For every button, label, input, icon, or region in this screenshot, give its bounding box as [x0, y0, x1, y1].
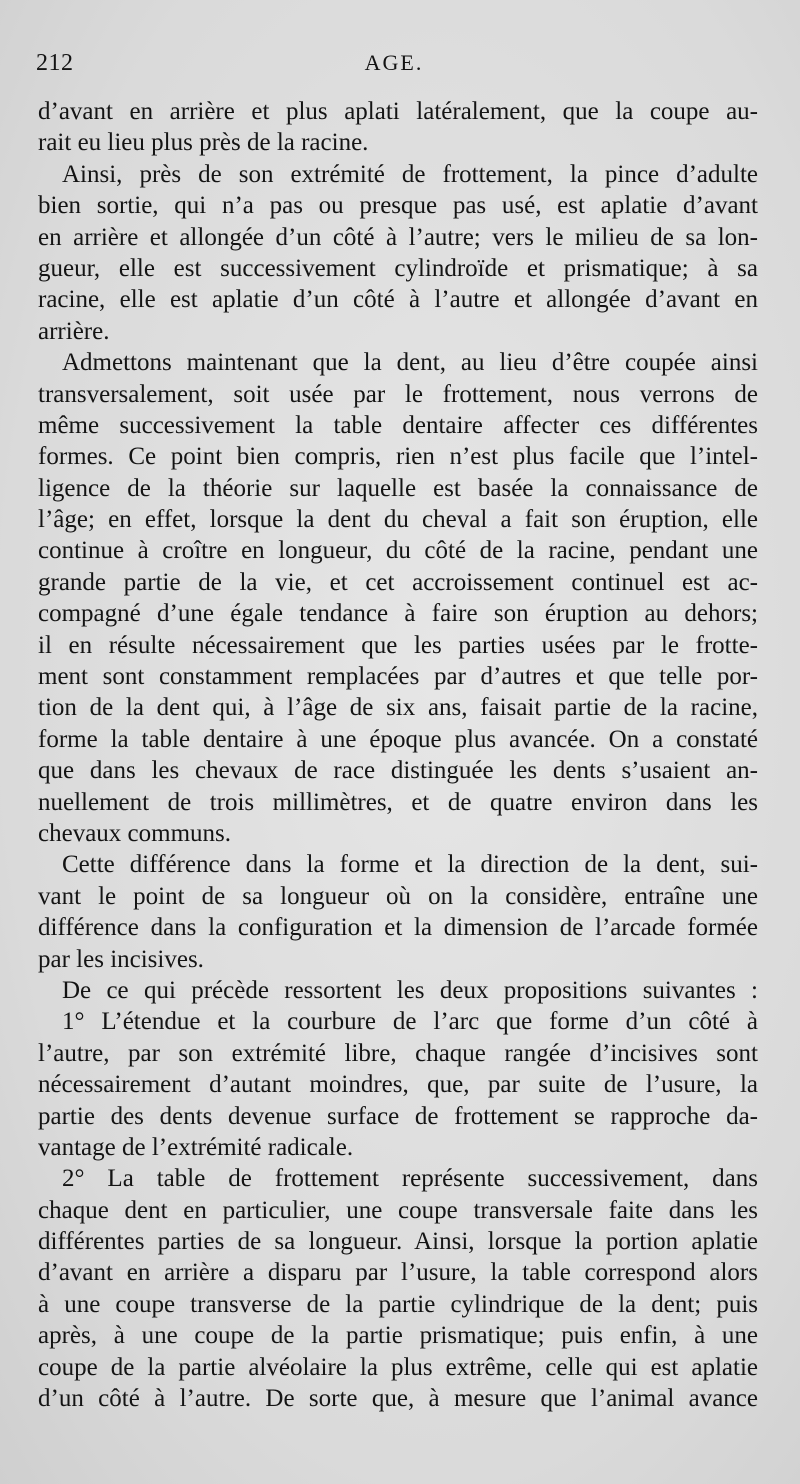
text-line: différentes parties de sa longueur. Ainsi, lorsque la portion aplatie	[38, 1228, 758, 1256]
text-line: 1° L’étendue et la courbure de l’arc que forme d’un côté à	[62, 1008, 758, 1036]
text-line: chevaux communs.	[38, 819, 232, 847]
text-line: 2° La table de frottement représente successivement, dans	[62, 1165, 758, 1193]
text-line: formes. Ce point bien compris, rien n’est plus facile que l’intel-	[38, 443, 758, 471]
text-line: rait eu lieu plus près de la racine.	[38, 129, 369, 157]
text-line: que dans les chevaux de race distinguée les dents s’usaient an-	[38, 757, 758, 785]
text-line: à une coupe transverse de la partie cylindrique de la dent; puis	[38, 1290, 758, 1318]
text-line: l’âge; en effet, lorsque la dent du cheval a fait son éruption, elle	[38, 506, 758, 534]
running-head: AGE.	[364, 50, 424, 75]
text-line: continue à croître en longueur, du côté de la racine, pendant une	[38, 537, 758, 565]
text-line: nécessairement d’autant moindres, que, par suite de l’usure, la	[38, 1071, 758, 1099]
text-line: transversalement, soit usée par le frottement, nous verrons de	[38, 380, 758, 408]
text-line: coupe de la partie alvéolaire la plus extrême, celle qui est aplatie	[38, 1353, 758, 1381]
text-line: différence dans la configuration et la dimension de l’arcade formée	[38, 914, 758, 942]
text-line: arrière.	[38, 317, 110, 345]
text-line: en arrière et allongée d’un côté à l’autre; vers le milieu de sa lon-	[38, 223, 758, 251]
text-line: Admettons maintenant que la dent, au lieu d’être coupée ainsi	[62, 349, 758, 377]
page-header	[36, 50, 752, 90]
text-line: compagné d’une égale tendance à faire son éruption au dehors;	[38, 600, 758, 628]
text-line: ment sont constamment remplacées par d’autres et que telle por-	[38, 663, 758, 691]
text-line: par les incisives.	[38, 945, 204, 973]
text-line: après, à une coupe de la partie prismatique; puis enfin, à une	[38, 1322, 758, 1350]
body-text	[38, 96, 758, 1414]
text-line: vant le point de sa longueur où on la considère, entraîne une	[38, 882, 758, 910]
text-line: nuellement de trois millimètres, et de quatre environ dans les	[38, 788, 758, 816]
text-line: vantage de l’extrémité radicale.	[38, 1133, 354, 1161]
text-line: racine, elle est aplatie d’un côté à l’autre et allongée d’avant en	[38, 286, 758, 314]
text-line: tion de la dent qui, à l’âge de six ans, faisait partie de la racine,	[38, 694, 758, 722]
text-line: d’avant en arrière et plus aplati latéralement, que la coupe au-	[38, 98, 758, 125]
text-line: forme la table dentaire à une époque plus avancée. On a constaté	[38, 725, 758, 753]
text-line: même successivement la table dentaire affecter ces différentes	[38, 411, 758, 439]
text-line: De ce qui précède ressortent les deux propositions suivantes :	[62, 976, 758, 1004]
text-line: grande partie de la vie, et cet accroissement continuel est ac-	[38, 568, 758, 596]
text-line: Cette différence dans la forme et la direction de la dent, sui-	[62, 851, 758, 879]
text-line: l’autre, par son extrémité libre, chaque rangée d’incisives sont	[38, 1039, 758, 1067]
text-line: Ainsi, près de son extrémité de frottement, la pince d’adulte	[62, 160, 758, 188]
text-line: il en résulte nécessairement que les parties usées par le frotte-	[38, 631, 758, 659]
page-number: 212	[36, 50, 74, 76]
text-line: d’un côté à l’autre. De sorte que, à mesure que l’animal avance	[38, 1385, 758, 1413]
text-line: gueur, elle est successivement cylindroïde et prismatique; à sa	[38, 254, 758, 282]
text-line: d’avant en arrière a disparu par l’usure, la table correspond alors	[38, 1259, 758, 1287]
text-line: chaque dent en particulier, une coupe transversale faite dans les	[38, 1196, 758, 1224]
text-line: bien sortie, qui n’a pas ou presque pas usé, est aplatie d’avant	[38, 192, 758, 220]
text-line: partie des dents devenue surface de frottement se rapproche da-	[38, 1102, 758, 1130]
text-line: ligence de la théorie sur laquelle est basée la connaissance de	[38, 474, 758, 502]
